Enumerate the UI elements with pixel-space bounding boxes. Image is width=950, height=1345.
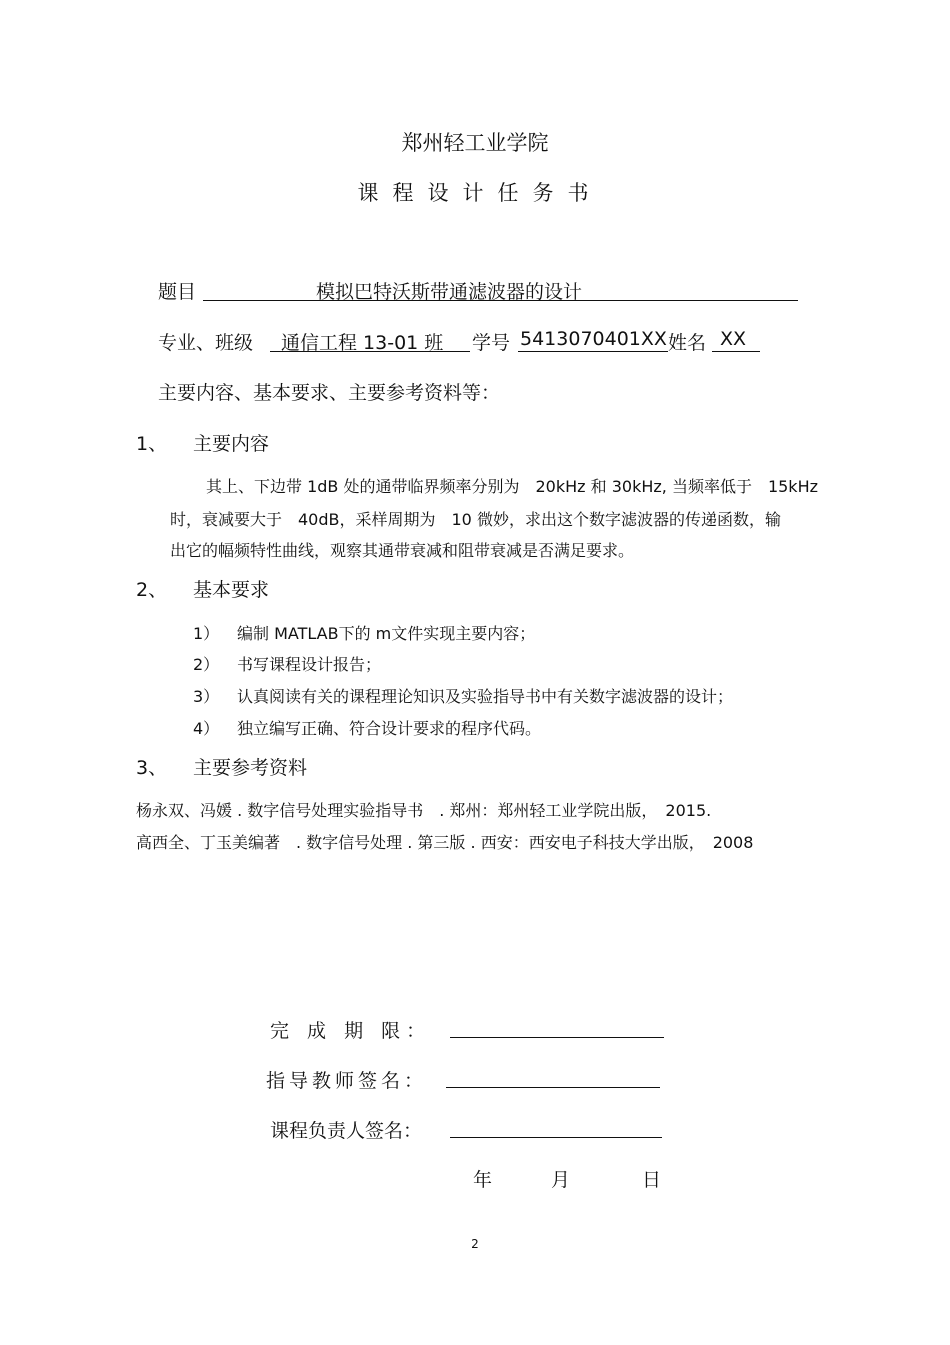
section-1-line-1: 其上、下边带 1dB 处的通带临界频率分别为 20kHz 和 30kHz, 当频率低于 15kHz xyxy=(206,477,818,496)
id-value: 5413070401XX xyxy=(520,328,667,350)
section-2-number: 2、 xyxy=(136,579,168,601)
section-1-number: 1、 xyxy=(136,433,168,455)
school-name: 郑州轻工业学院 xyxy=(401,131,549,155)
teacher-signature-line[interactable] xyxy=(446,1068,660,1088)
id-label: 学号 xyxy=(472,332,511,354)
req-item-2-number: 2） xyxy=(193,655,220,674)
date-month: 月 xyxy=(551,1169,571,1191)
major-label: 专业、班级 xyxy=(158,332,254,354)
page-number: 2 xyxy=(471,1237,479,1251)
section-2-title: 基本要求 xyxy=(193,579,270,601)
date-day: 日 xyxy=(642,1169,662,1191)
req-item-4-number: 4） xyxy=(193,719,220,738)
document-title: 课程设计任务书 xyxy=(357,181,603,205)
req-item-2-text: 书写课程设计报告； xyxy=(237,655,382,674)
leader-signature-label: 课程负责人签名： xyxy=(270,1120,423,1142)
teacher-signature-label: 指导教师签名： xyxy=(266,1070,428,1092)
date-year: 年 xyxy=(473,1169,493,1191)
major-value: 通信工程 13-01 班 xyxy=(281,332,444,354)
reference-2: 高西全、丁玉美编著 . 数字信号处理 . 第三版 . 西安：西安电子科技大学出版， 2008 xyxy=(136,833,754,852)
req-item-3-text: 认真阅读有关的课程理论知识及实验指导书中有关数字滤波器的设计； xyxy=(237,687,734,706)
req-item-4-text: 独立编写正确、符合设计要求的程序代码。 xyxy=(237,719,542,738)
req-item-3-number: 3） xyxy=(193,687,220,706)
section-3-title: 主要参考资料 xyxy=(193,757,308,779)
topic-label: 题目 xyxy=(158,281,197,303)
req-item-1-number: 1） xyxy=(193,624,220,643)
req-item-1-text: 编制 MATLAB下的 m文件实现主要内容； xyxy=(237,624,536,643)
name-value: XX xyxy=(720,328,747,350)
leader-signature-line[interactable] xyxy=(450,1118,662,1138)
section-1-title: 主要内容 xyxy=(193,433,270,455)
deadline-label: 完 成 期 限： xyxy=(270,1020,432,1042)
reference-1: 杨永双、冯媛 . 数字信号处理实验指导书 . 郑州：郑州轻工业学院出版， 2015. xyxy=(136,801,712,820)
topic-value: 模拟巴特沃斯带通滤波器的设计 xyxy=(316,281,583,303)
intro-line: 主要内容、基本要求、主要参考资料等： xyxy=(158,382,501,404)
section-1-line-3: 出它的幅频特性曲线，观察其通带衰减和阻带衰减是否满足要求。 xyxy=(170,541,635,560)
section-1-line-2: 时，衰减要大于 40dB，采样周期为 10 微妙，求出这个数字滤波器的传递函数，输 xyxy=(170,510,781,529)
deadline-line[interactable] xyxy=(450,1018,664,1038)
section-3-number: 3、 xyxy=(136,757,168,779)
name-label: 姓名 xyxy=(668,332,707,354)
